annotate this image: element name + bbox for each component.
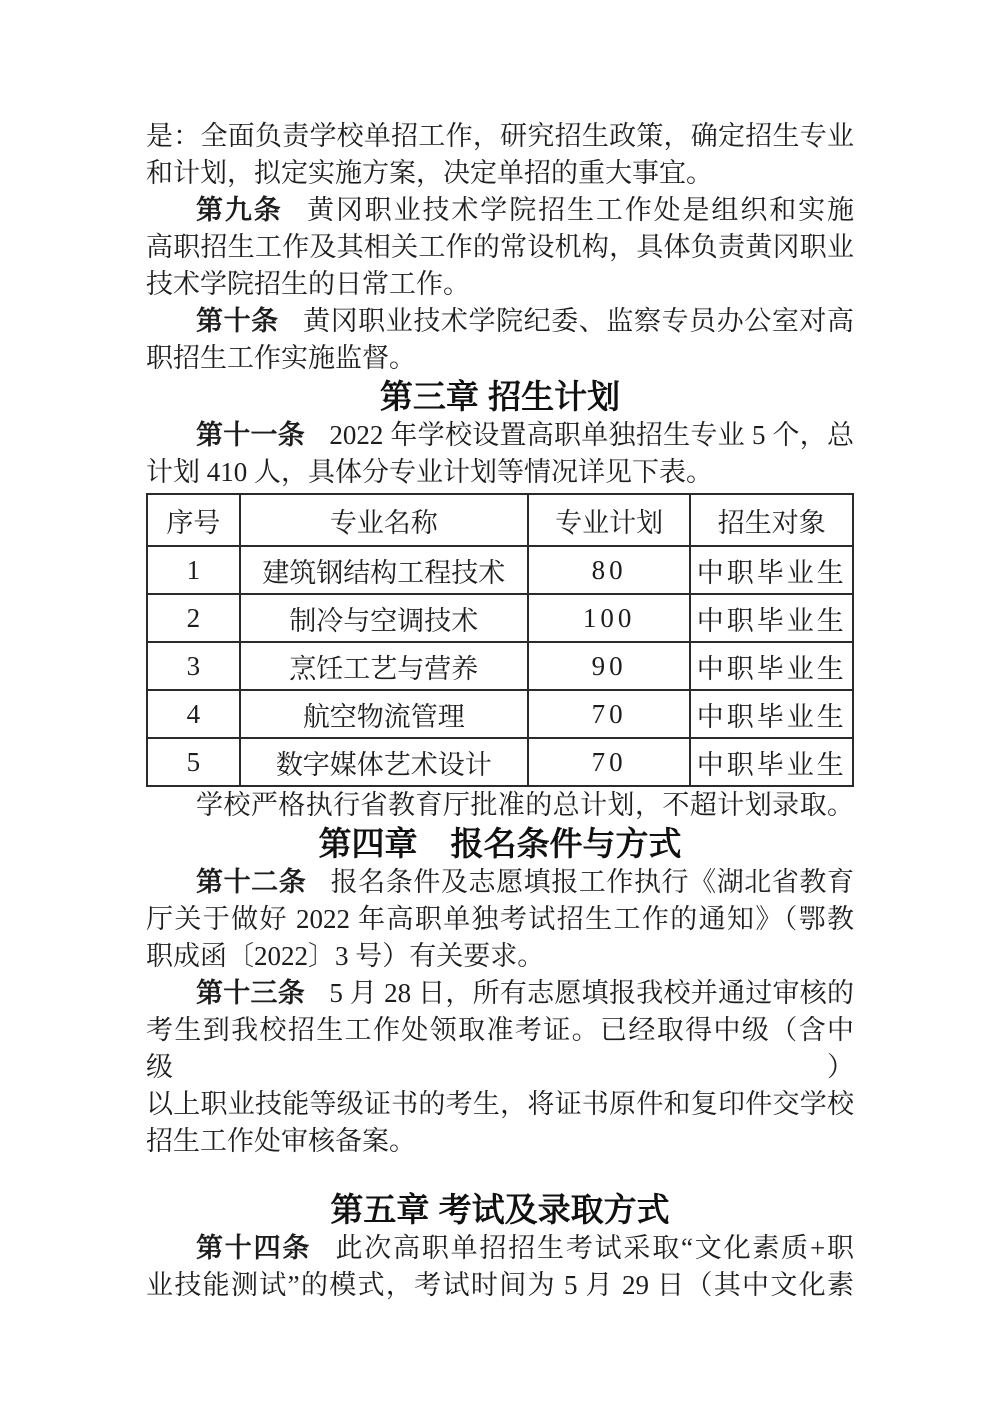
body-text-line: 学校严格执行省教育厅批准的总计划，不超计划录取。 (196, 790, 854, 820)
column-header-number: 序号 (147, 494, 240, 546)
cell-major: 建筑钢结构工程技术 (240, 546, 528, 594)
cell-major: 制冷与空调技术 (240, 594, 528, 642)
table-row (147, 594, 853, 642)
body-text-line: 招生工作处审核备案。 (146, 1126, 416, 1156)
body-text-line (146, 303, 854, 340)
cell-plan: 70 (528, 690, 691, 738)
cell-target: 中职毕业生 (690, 546, 853, 594)
chapter-heading-4: 第四章 报名条件与方式 (318, 825, 682, 862)
article-number-9: 第九条 (196, 195, 283, 225)
body-text-line: 职成函〔2022〕3 号）有关要求。 (146, 941, 545, 971)
body-text-line: 技术学院招生的日常工作。 (146, 269, 470, 299)
article-text: 黄冈职业技术学院纪委、监察专员办公室对高 (303, 306, 855, 336)
body-text-line: 厅关于做好 2022 年高职单独考试招生工作的通知》（鄂教 (146, 904, 854, 934)
body-text-line: 计划 410 人，具体分专业计划等情况详见下表。 (146, 457, 713, 487)
article-text: 报名条件及志愿填报工作执行《湖北省教育 (330, 867, 855, 897)
table-row (147, 738, 853, 786)
cell-major: 航空物流管理 (240, 690, 528, 738)
cell-major: 数字媒体艺术设计 (240, 738, 528, 786)
admission-plan-table (146, 493, 854, 787)
table-header-row (147, 494, 853, 546)
cell-plan: 80 (528, 546, 691, 594)
cell-plan: 100 (528, 594, 691, 642)
cell-number: 2 (147, 594, 240, 642)
cell-number: 5 (147, 738, 240, 786)
column-header-major: 专业名称 (240, 494, 528, 546)
body-text-line (146, 417, 854, 454)
article-text: 2022 年学校设置高职单独招生专业 5 个，总 (329, 420, 855, 450)
body-text-line: 业技能测试”的模式，考试时间为 5 月 29 日（其中文化素 (146, 1270, 854, 1300)
article-number-13: 第十三条 (196, 978, 306, 1008)
column-header-plan: 专业计划 (528, 494, 691, 546)
cell-target: 中职毕业生 (690, 738, 853, 786)
cell-target: 中职毕业生 (690, 594, 853, 642)
body-text-line (146, 864, 854, 901)
article-number-14: 第十四条 (196, 1233, 312, 1263)
column-header-target: 招生对象 (690, 494, 853, 546)
chapter-heading-5: 第五章 考试及录取方式 (330, 1191, 670, 1228)
body-text-line (146, 1230, 854, 1267)
cell-major: 烹饪工艺与营养 (240, 642, 528, 690)
table-row (147, 690, 853, 738)
cell-number: 4 (147, 690, 240, 738)
article-number-12: 第十二条 (196, 867, 307, 897)
article-number-11: 第十一条 (196, 420, 306, 450)
chapter-heading-3: 第三章 招生计划 (379, 378, 621, 415)
cell-target: 中职毕业生 (690, 690, 853, 738)
cell-target: 中职毕业生 (690, 642, 853, 690)
table-row (147, 546, 853, 594)
body-text-line: 是：全面负责学校单招工作，研究招生政策，确定招生专业 (146, 121, 854, 151)
body-text-line: 职招生工作实施监督。 (146, 343, 416, 373)
cell-plan: 70 (528, 738, 691, 786)
body-text-line (146, 975, 854, 1012)
cell-number: 1 (147, 546, 240, 594)
body-text-line: 以上职业技能等级证书的考生，将证书原件和复印件交学校 (146, 1089, 854, 1119)
cell-plan: 90 (528, 642, 691, 690)
article-text: 黄冈职业技术学院招生工作处是组织和实施 (306, 195, 854, 225)
article-text: 此次高职单招招生考试采取“文化素质+职 (335, 1233, 854, 1263)
body-text-line: 和计划，拟定实施方案，决定单招的重大事宜。 (146, 158, 713, 188)
table-row (147, 642, 853, 690)
article-text: 5 月 28 日，所有志愿填报我校并通过审核的 (329, 978, 855, 1008)
article-number-10: 第十条 (196, 306, 279, 336)
body-text-line: 高职招生工作及其相关工作的常设机构，具体负责黄冈职业 (146, 232, 854, 262)
body-text-line (146, 192, 854, 229)
cell-number: 3 (147, 642, 240, 690)
body-text-line: 考生到我校招生工作处领取准考证。已经取得中级（含中级） (146, 1015, 854, 1082)
